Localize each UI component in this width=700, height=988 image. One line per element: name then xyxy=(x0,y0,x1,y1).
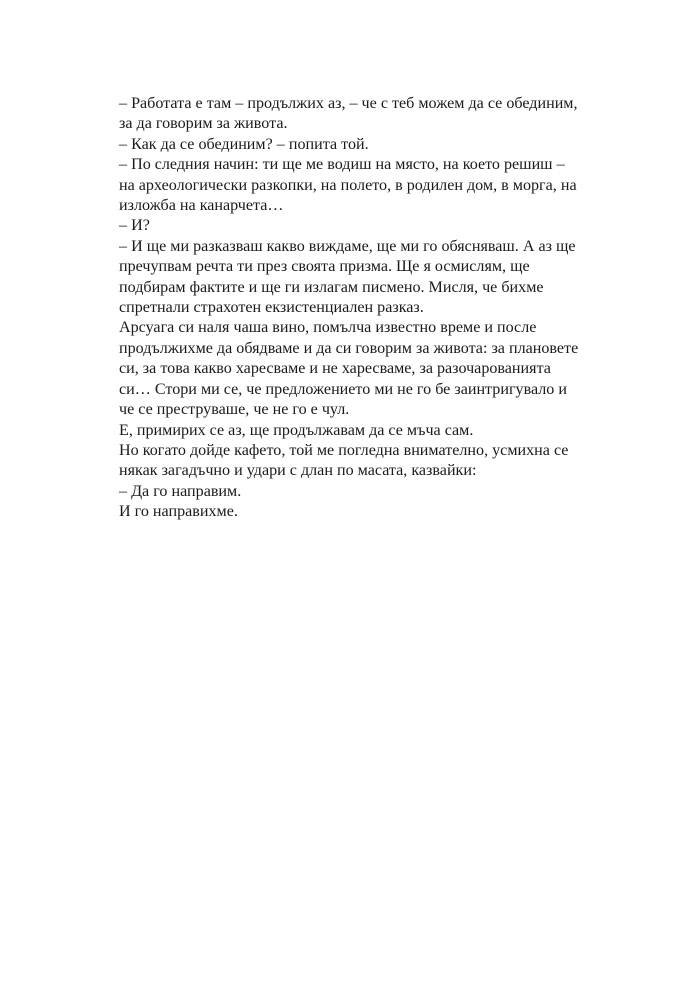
text-line: Арсуага си наля чаша вино, помълча известно време и после xyxy=(119,319,537,337)
text-line: – Работата е там – продължих аз, – че с теб можем да се обединим, xyxy=(119,95,578,112)
text-line: някак загадъчно и удари с длан по масата, казвайки: xyxy=(119,462,477,480)
text-line: И го направихме. xyxy=(119,503,238,521)
text-line: Е, примирих се аз, ще продължавам да се мъча сам. xyxy=(119,421,474,439)
text-line: подбирам фактите и ще ги излагам писмено. Мисля, че бихме xyxy=(119,278,544,296)
text-line: – И? xyxy=(119,217,150,235)
text-line: че се преструваше, че не го е чул. xyxy=(119,401,350,419)
text-line: за да говорим за живота. xyxy=(119,115,288,133)
text-line: – И ще ми разказваш какво виждаме, ще ми го обясняваш. А аз ще xyxy=(119,237,576,255)
text-line: продължихме да обядваме и да си говорим за живота: за плановете xyxy=(119,339,579,357)
text-line: – Как да се обединим? – попита той. xyxy=(119,135,369,153)
text-line: пречупвам речта ти през своята призма. Ще я осмислям, ще xyxy=(119,258,530,276)
text-line: – По следния начин: ти ще ме водиш на място, на което решиш – xyxy=(119,156,565,174)
text-line: – Да го направим. xyxy=(119,482,242,500)
text-line: изложба на канарчета… xyxy=(119,197,284,215)
text-line: Но когато дойде кафето, той ме погледна внимателно, усмихна се xyxy=(119,441,569,459)
text-line: си, за това какво харесваме и не харесваме, за разочарованията xyxy=(119,360,551,378)
text-line: си… Стори ми се, че предложението ми не го бе заинтригувало и xyxy=(119,380,567,398)
text-line: спретнали страхотен екзистенциален разказ. xyxy=(119,299,424,317)
text-line: на археологически разкопки, на полето, в родилен дом, в морга, на xyxy=(119,176,577,194)
body-text xyxy=(119,94,589,523)
